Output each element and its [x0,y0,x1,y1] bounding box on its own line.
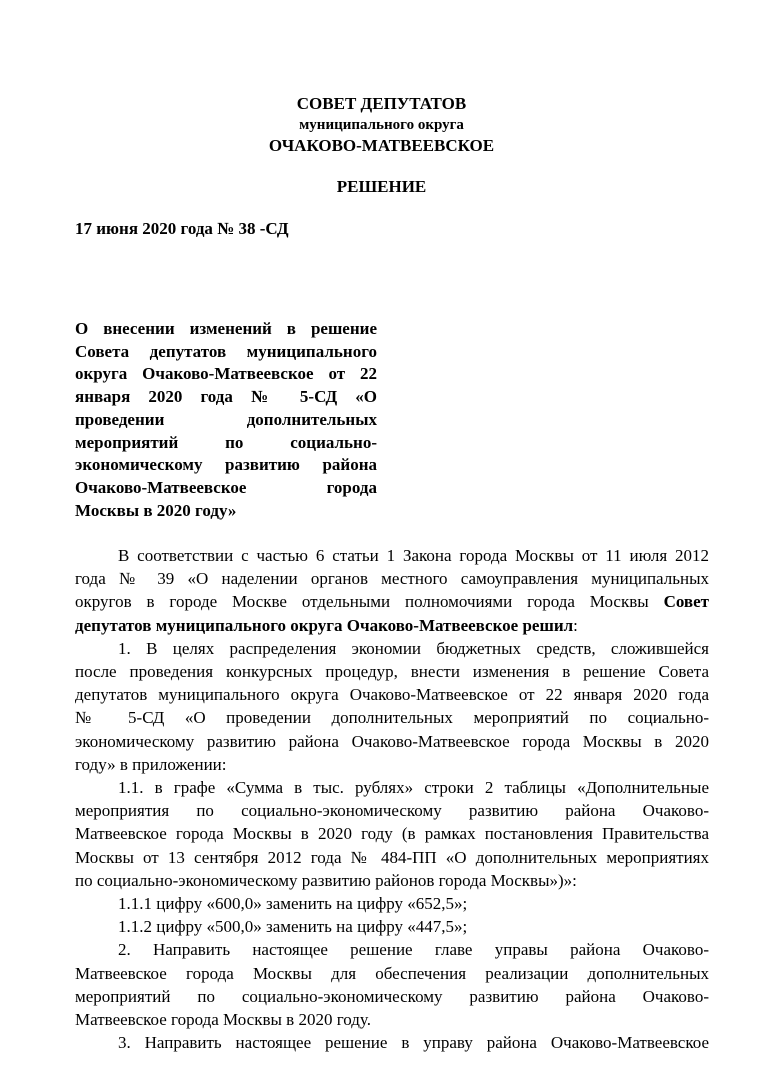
decision-body [75,544,709,1054]
decision-subject [75,318,377,522]
org-title: СОВЕТ ДЕПУТАТОВ [296,94,467,113]
body-line: года № 39 «О наделении органов местного самоуправления муниципальных [75,569,709,589]
body-line: после проведения конкурсных процедур, внести изменения в решение Совета [75,662,709,682]
body-line: 2. Направить настоящее решение главе управы района Очаково- [118,940,709,960]
body-line: № 5-СД «О проведении дополнительных мероприятий по социально- [75,708,709,728]
body-line [75,590,709,613]
body-text-fragment: округов в городе Москве отдельными полномочиями города Москвы [75,592,649,612]
body-line: 1.1.2 цифру «500,0» заменить на цифру «447,5»; [118,917,468,937]
org-subtitle: муниципального округа [299,117,464,133]
body-line: экономическому развитию района Очаково-Матвеевское города Москвы в 2020 [75,731,709,751]
subject-line: проведении дополнительных [75,409,377,429]
subject-line: Совета депутатов муниципального [75,341,377,361]
body-line: 1. В целях распределения экономии бюджетных средств, сложившейся [118,638,709,658]
body-line: 3. Направить настоящее решение в управу района Очаково-Матвеевское [118,1033,709,1053]
body-line: Матвеевское города Москвы для обеспечения реализации дополнительных [75,963,709,983]
body-line: 1.1. в графе «Сумма в тыс. рублях» строки 2 таблицы «Дополнительные [118,778,709,798]
subject-line: мероприятий по социально- [75,432,377,452]
district-title: ОЧАКОВО-МАТВЕЕВСКОЕ [268,136,495,155]
body-line: депутатов муниципального округа Очаково-Матвеевское от 22 января 2020 года [75,685,709,705]
subject-line: О внесении изменений в решение [75,319,377,338]
body-line: Москвы от 13 сентября 2012 года № 484-ПП «О дополнительных мероприятиях [75,847,709,867]
subject-line: Очаково-Матвеевское города [75,477,377,497]
document-type: РЕШЕНИЕ [336,177,427,196]
body-line: мероприятия по социально-экономическому развитию района Очаково- [75,801,709,821]
body-line: В соответствии с частью 6 статьи 1 Закона города Москвы от 11 июля 2012 [118,546,709,565]
subject-line: экономическому развитию района [75,455,377,475]
body-line: мероприятий по социально-экономическому развитию района Очаково- [75,986,709,1006]
body-line: Матвеевское города Москвы в 2020 году. [75,1010,371,1030]
body-line: году» в приложении: [75,754,227,774]
body-line [75,614,709,637]
decision-date-number: 17 июня 2020 года № 38 -СД [75,219,289,238]
body-bold-fragment: депутатов муниципального округа Очаково-Матвеевское решил [75,615,574,635]
body-line: 1.1.1 цифру «600,0» заменить на цифру «652,5»; [118,894,468,914]
body-text-fragment: : [573,615,578,635]
subject-line: Москвы в 2020 году» [75,500,237,520]
body-line: Матвеевское города Москвы в 2020 году (в рамках постановления Правительства [75,824,709,844]
subject-line: января 2020 года № 5-СД «О [75,387,377,407]
subject-line: округа Очаково-Матвеевское от 22 [75,364,377,384]
body-line: по социально-экономическому развитию районов города Москвы»)»: [75,870,577,890]
body-bold-fragment: Совет [663,592,710,612]
